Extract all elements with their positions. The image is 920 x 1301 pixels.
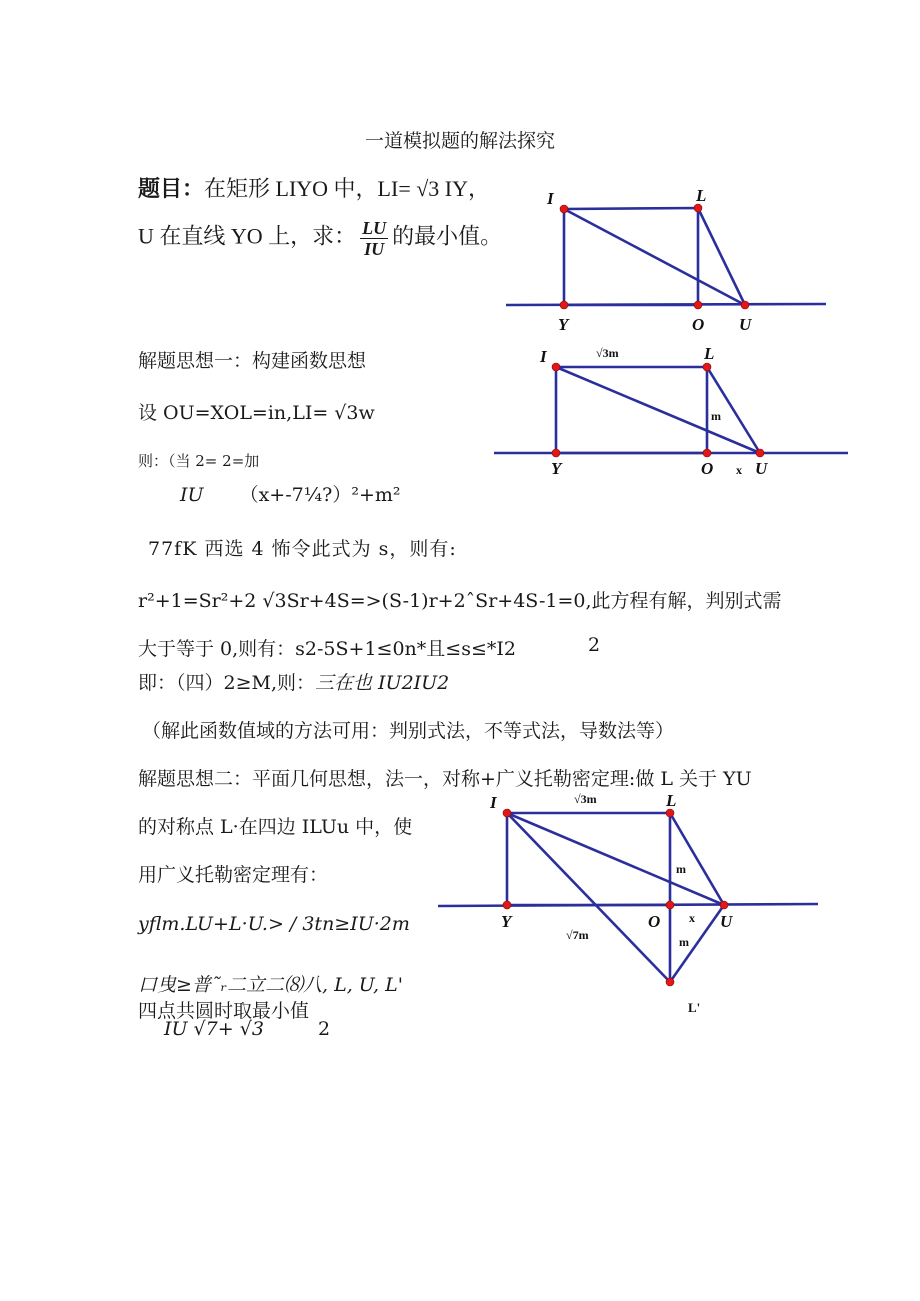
- fig3-label-u: U: [720, 912, 733, 931]
- fig3-label-sqrt7m: √7m: [566, 928, 589, 942]
- fig3-label-l-prime: L': [688, 1000, 701, 1015]
- page-title: 一道模拟题的解法探究: [364, 130, 555, 152]
- method2-line-7-num: 2: [318, 1018, 331, 1040]
- fig3-segment-iu: [507, 813, 724, 905]
- fig1-label-l: L: [696, 186, 707, 205]
- fig2-label-i: I: [540, 347, 547, 366]
- problem-text-2-end: 的最小值。: [392, 223, 503, 249]
- method2-line-2: 的对称点 L·在四边 ILUu 中，使: [138, 816, 413, 838]
- fig3-point-l-prime: [666, 978, 674, 986]
- fig3-segment-il-prime: [507, 813, 670, 982]
- method1-ge-line: 大于等于 0,则有：s2-5S+1≤0n*且≤s≤*I2: [138, 638, 516, 660]
- method1-ji-b: 三在也 IU2IU2: [315, 672, 450, 694]
- method1-then-line: 则：（当 2= 2=加: [138, 452, 260, 470]
- fig3-label-x: x: [689, 911, 695, 925]
- fig2-label-x: x: [736, 463, 742, 477]
- fig3-point-u: [720, 901, 728, 909]
- method1-note: （解此函数值域的方法可用：判别式法，不等式法，导数法等）: [142, 720, 675, 742]
- fig3-point-o: [666, 901, 674, 909]
- fig1-label-y: Y: [558, 315, 569, 334]
- fig3-label-m-upper: m: [676, 862, 686, 876]
- fig3-label-o: O: [648, 912, 661, 931]
- fig3-point-y: [503, 901, 511, 909]
- fig3-point-l: [666, 809, 674, 817]
- method1-77-line: 77fK 西选 4 怖令此式为 s，则有:: [148, 538, 457, 560]
- problem-text-1: 在矩形 LIYO 中，LI= √3 IY，: [204, 176, 491, 201]
- fig1-label-i: I: [547, 189, 554, 208]
- fig3-rectangle: [507, 813, 670, 905]
- fig3-point-i: [503, 809, 511, 817]
- fig3-label-m-lower: m: [679, 935, 689, 949]
- fraction-numerator: LU: [362, 218, 387, 238]
- method1-equation-line: r²+1=Sr²+2 √3Sr+4S=>(S-1)r+2ˆSr+4S-1=0,此方程有解，判别式需: [138, 590, 782, 612]
- method1-set-line: 设 OU=XOL=in,LI= √3w: [138, 402, 375, 424]
- method1-ji-a: 即：（四）2≥M,则：: [138, 672, 316, 694]
- method1-iu: IU: [180, 484, 204, 506]
- method2-line-3: 用广义托勒密定理有：: [138, 864, 329, 886]
- fig2-label-m: m: [711, 409, 721, 423]
- fig2-label-sqrt3m: √3m: [596, 346, 619, 360]
- fig3-label-y: Y: [501, 912, 512, 931]
- fig2-label-l: L: [704, 344, 715, 363]
- fig2-label-y: Y: [551, 459, 562, 478]
- fig3-label-sqrt3m: √3m: [574, 792, 597, 806]
- method1-heading: 解题思想一：构建函数思想: [138, 350, 367, 372]
- fig2-label-u: U: [755, 459, 768, 478]
- method1-expr: （x+-7¼?）²+m²: [239, 484, 401, 506]
- method2-line-5: 口曳≥普˜ᵣ二立二⑻八, L, U, L': [138, 974, 403, 996]
- method1-ge-num: 2: [588, 634, 601, 656]
- method2-line-7: IU √7+ √3: [164, 1018, 264, 1040]
- problem-heading: 题目：: [138, 176, 205, 201]
- fig3-segment-lu: [670, 813, 724, 905]
- fig3-label-i: I: [490, 793, 497, 812]
- fraction-denominator: IU: [364, 239, 385, 259]
- method2-heading: 解题思想二：平面几何思想，法一，对称+广义托勒密定理:做 L 关于 YU: [138, 768, 752, 790]
- fig2-label-o: O: [701, 459, 714, 478]
- problem-text-2: U 在直线 YO 上，求：: [138, 223, 357, 249]
- fig3-label-l: L: [666, 791, 677, 810]
- fig1-label-u: U: [739, 315, 752, 334]
- fig1-label-o: O: [692, 315, 705, 334]
- method2-line-6: 四点共圆时取最小值: [138, 1000, 310, 1022]
- method2-line-4: yflm.LU+L·U.> / 3tn≥IU·2m: [138, 913, 410, 935]
